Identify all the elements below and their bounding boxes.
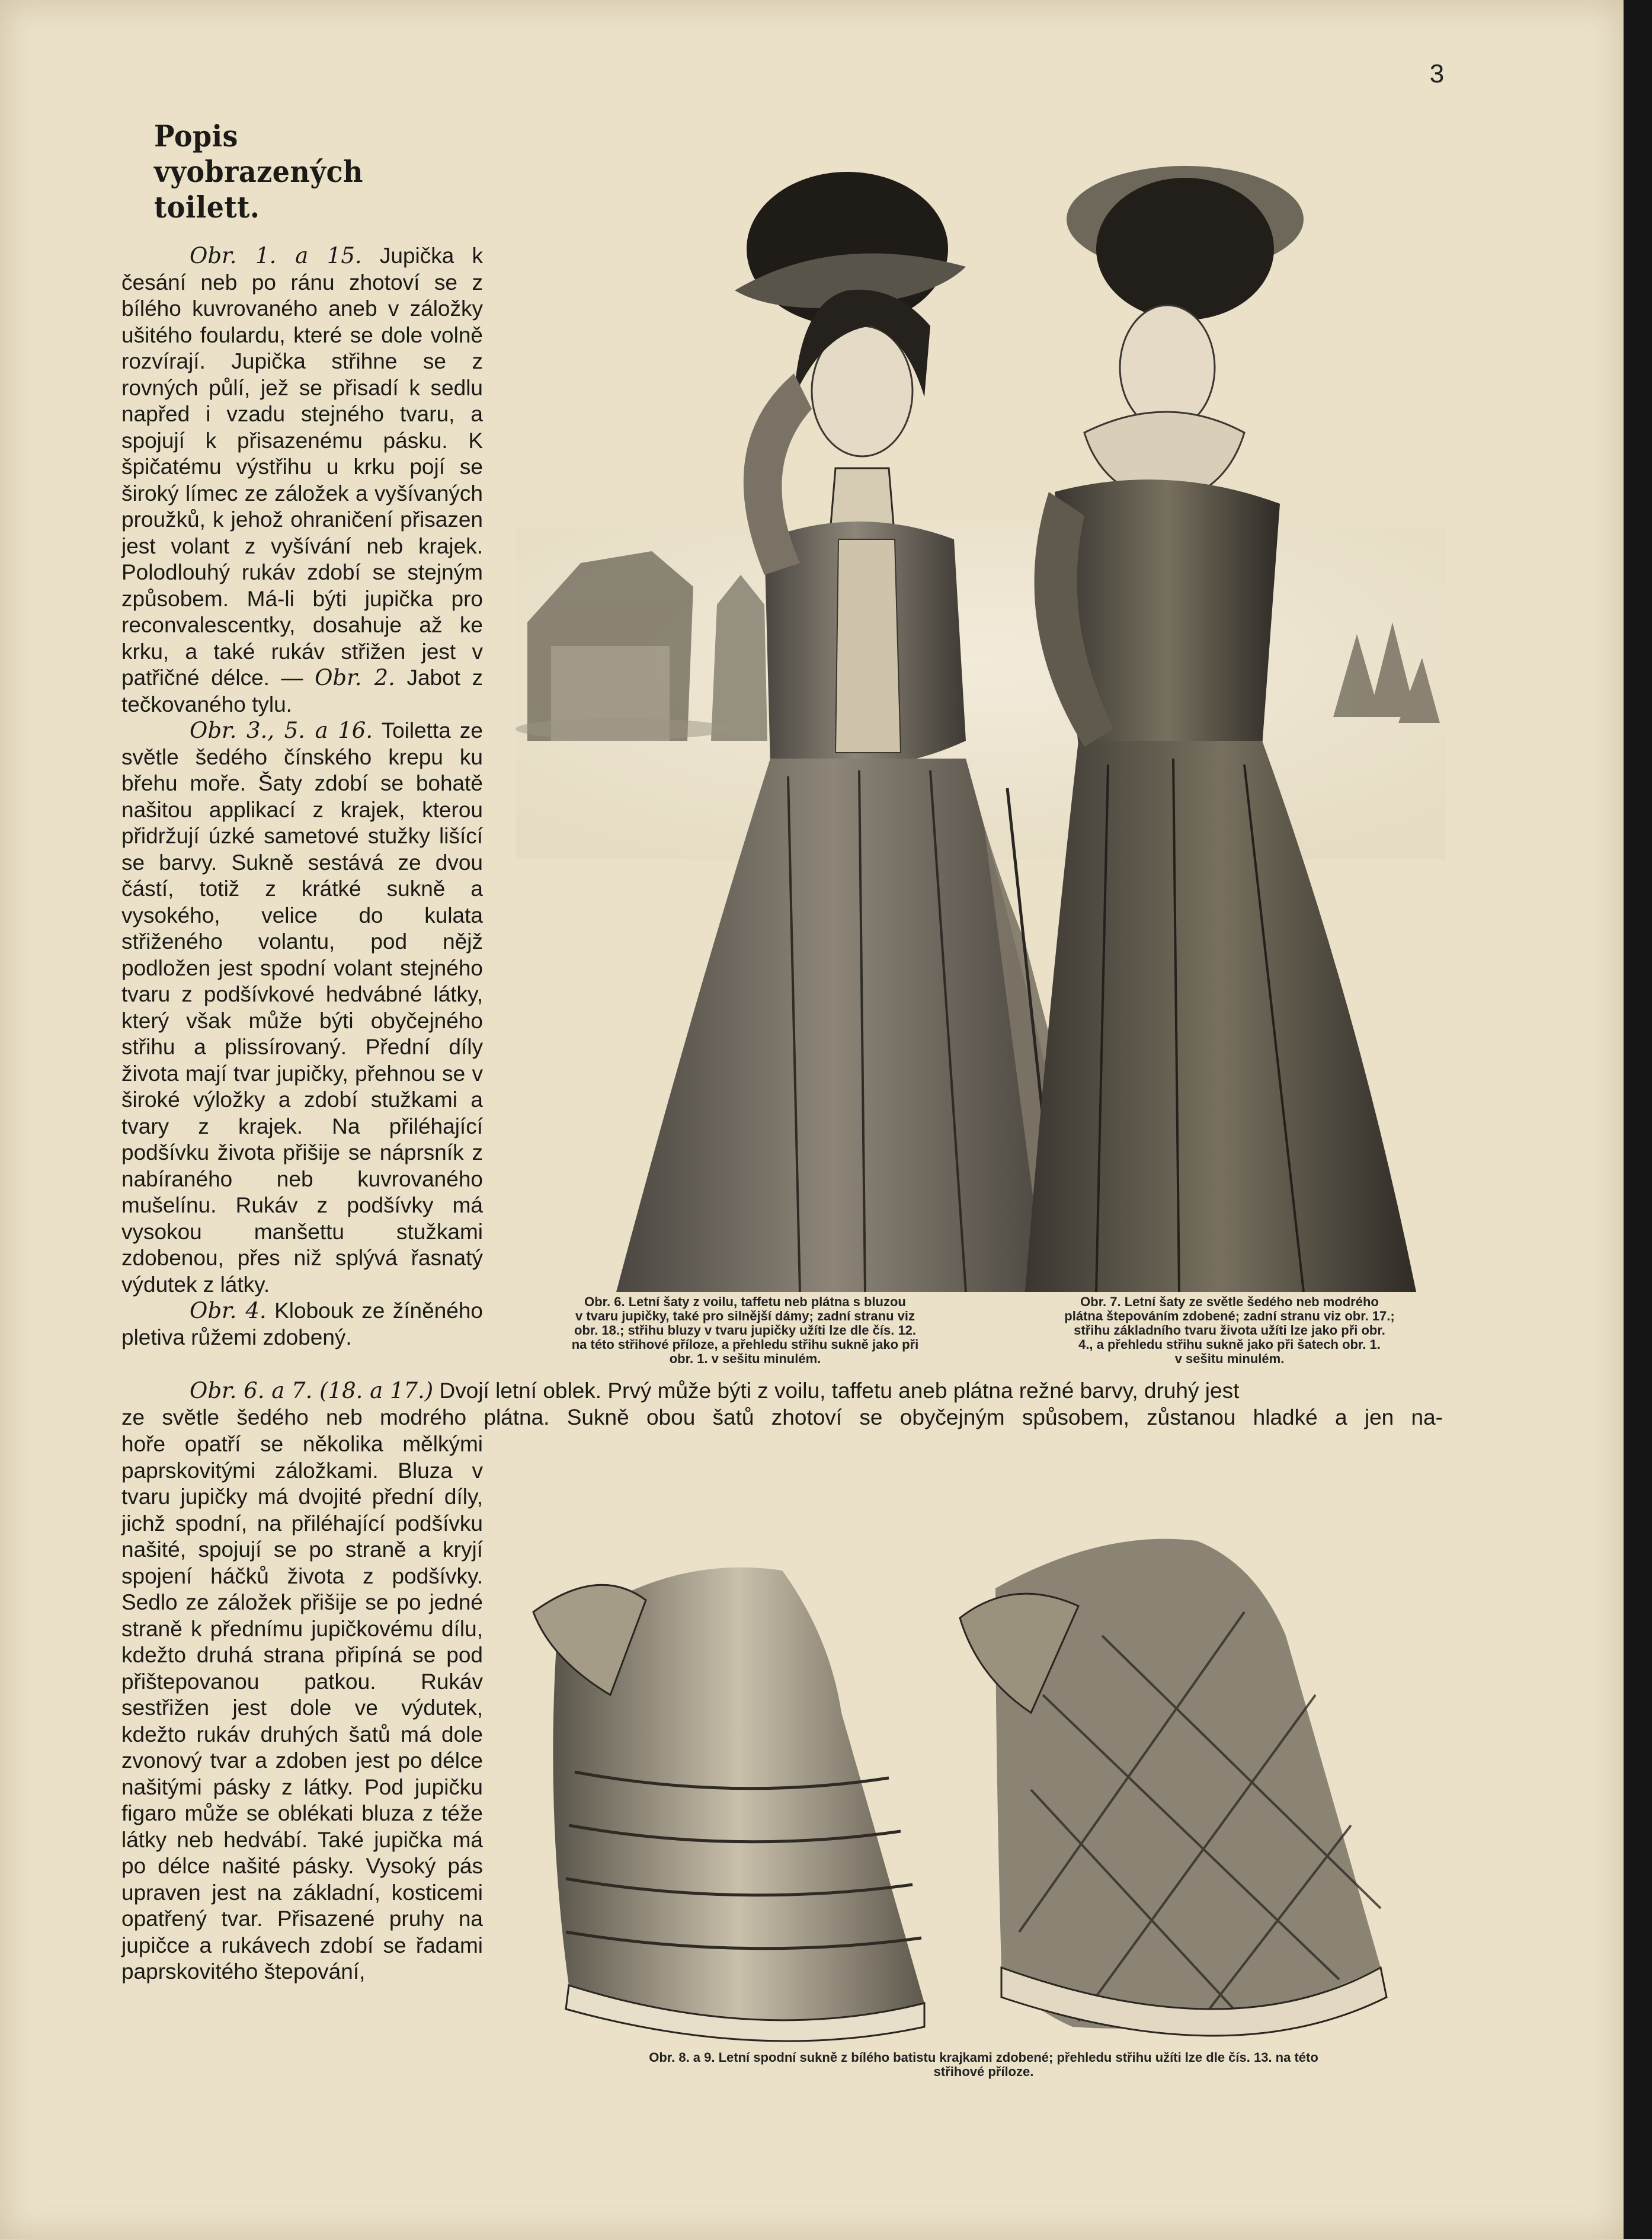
figure-reference: Obr. 3., 5. a 16.: [190, 718, 373, 743]
paragraph-text: Toiletta ze světle šedého čínského krepu ku břehu moře. Šaty zdobí se bohatě našitou applikací z krajek, kterou přidržují úzké sametové stužky lišící se barvy. Sukně sestává ze dvou částí, totiž z krátké sukně a vysokého, velice do kulata střiženého volantu, pod nějž podložen jest spodní volant stejného tvaru z podšívkové hedvábné látky, který však může býti obyčejného střihu a plissírovaný. Přední díly života mají tvar jupičky, přehnou se v široké výložky a zdobí stužkami a tvary z krajek. Na přiléhající podšívku života přišije se náprsník z nabíraného neb kuvrovaného mušelínu. Rukáv z podšívky má vysokou manšettu stužkami zdobenou, přes niž splývá řasnatý výdutek z látky.: [121, 718, 483, 1297]
bottom-left-text-column: hoře opatří se několika mělkými paprskovitými záložkami. Bluza v tvaru jupičky má dvojité přední díly, jichž spodní, na přiléhající podšívku našité, spojují se po straně a kryjí spojení háčků života z podšívky. Sedlo ze záložek přišije se po jedné straně k přednímu jupičkovému dílu, kdežto druhá strana připíná se pod přištepovanou patkou. Rukáv sestřižen jest dole ve výdutek, kdežto rukáv druhých šatů má dole zvonový tvar a zdoben jest po délce našitými pásky z látky. Pod jupičku figaro může se oblékati bluza z téže látky neb hedvábí. Také jupička má po délce našité pásky. Vysoký pás upraven jest na základní, kosticemi opatřený tvar. Přisazené pruhy na jupičce a rukávech zdobí se řadami paprskovitého štepování,: [121, 1432, 483, 1984]
illustration-fig6-fig7: [516, 113, 1446, 1292]
figure-reference: Obr. 1. a 15.: [190, 243, 362, 268]
page-heading: Popis vyobrazených toilett.: [154, 119, 363, 225]
caption-fig6: Obr. 6. Letní šaty z voilu, taffetu neb plátna s bluzou v tvaru jupičky, také pro silnější dámy; zadní stranu viz obr. 18.; střihu bluzy v tvaru jupičky užíti lze dle čís. 12. na této střihové příloze, a přehledu střihu sukně jako při obr. 1. v sešitu minulém.: [571, 1294, 919, 1366]
paragraph-text: Jupička k česání neb po ránu zhotoví se z bílého kuvrovaného aneb v záložky ušitého foulardu, které se dole volně rozvírají. Jupička střihne se z rovných půlí, jež se přisadí k sedlu napřed i vzadu stejného tvaru, a spojují k přisazenému pásku. K špičatému výstřihu u krku pojí se široký límec ze záložek a vyšívaných proužků, k jehož ohraničení přisazen jest volant z vyšívání neb krajek. Polodlouhý rukáv zdobí se stejným způsobem. Má-li býti jupička pro reconvalescentky, dosahuje až ke krku, a také rukáv střižen jest v patřičné délce. —: [121, 244, 484, 690]
paragraph-text: Jabot z tečkovaného tylu.: [121, 666, 484, 717]
paragraph-text: Klobouk ze žíněného pletiva růžemi zdobený.: [121, 1298, 484, 1349]
figure-reference: Obr. 6. a 7. (18. a 17.): [190, 1378, 434, 1403]
figure-reference: Obr. 2.: [315, 665, 395, 690]
left-text-column: [121, 119, 483, 1351]
full-width-line-1: [121, 1378, 1443, 1405]
paragraph-fig4: [121, 1298, 483, 1351]
figure-reference: Obr. 4.: [190, 1298, 267, 1323]
paragraph-text: Dvojí letní oblek. Prvý může býti z voilu, taffetu aneb plátna režné barvy, druhý jest: [439, 1378, 1240, 1403]
illustration-fig8-fig9: [510, 1517, 1458, 2051]
paragraph-fig3: [121, 718, 483, 1298]
page-number: 3: [1429, 59, 1445, 88]
caption-fig8-9: Obr. 8. a 9. Letní spodní sukně z bílého batistu krajkami zdobené; přehledu střihu užíti lze dle čís. 13. na této střihové příloze.: [649, 2050, 1318, 2079]
caption-fig7: Obr. 7. Letní šaty ze světle šedého neb modrého plátna štepováním zdobené; zadní stranu viz obr. 17.; střihu základního tvaru života užíti lze jako při obr. 4., a přehledu střihu sukně jako při šatech obr. 1. v sešitu minulém.: [1064, 1294, 1395, 1366]
paragraph-fig1: [121, 243, 483, 718]
full-width-line-2: ze světle šedého neb modrého plátna. Sukně obou šatů zhotoví se obyčejným spůsobem, zůstanou hladké a jen na-: [121, 1405, 1443, 1429]
